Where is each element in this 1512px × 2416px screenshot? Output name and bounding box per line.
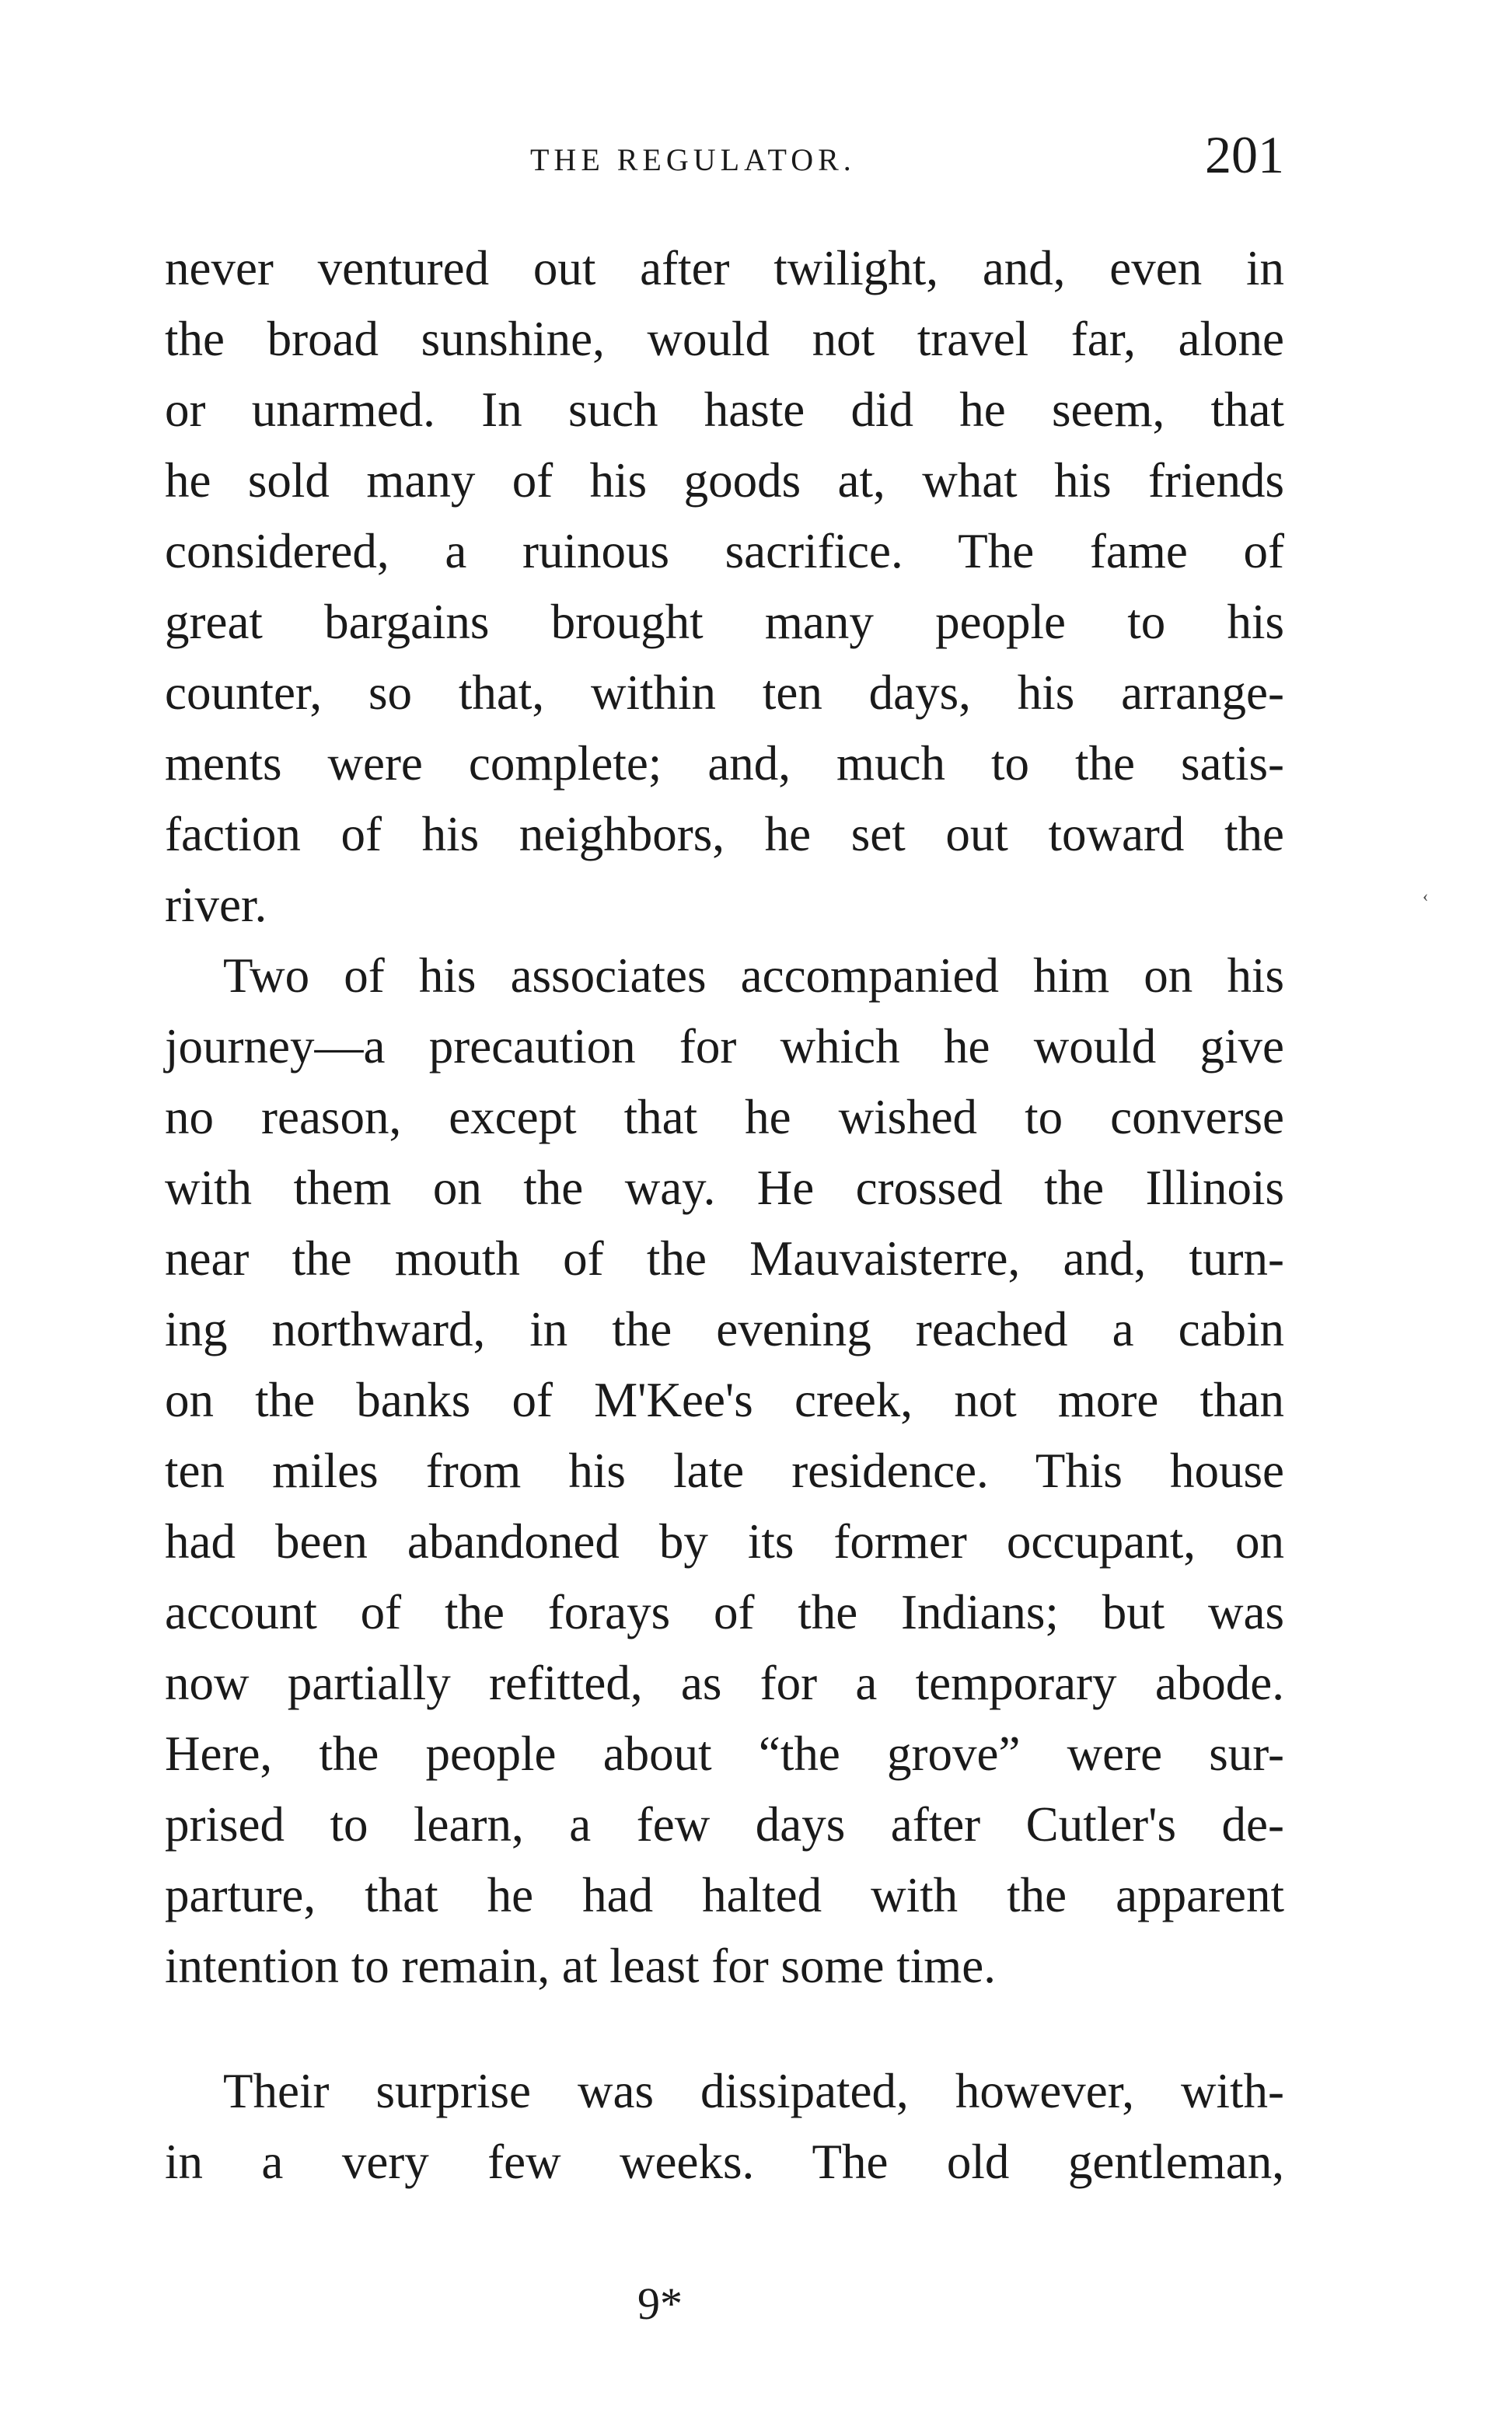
paragraph-3 bbox=[165, 2056, 1284, 2198]
paragraph-2 bbox=[165, 941, 1284, 2002]
text-line: Here, the people about “the grove” were sur- bbox=[165, 1726, 1284, 1781]
margin-mark: ‹ bbox=[1423, 886, 1429, 906]
text-line: or unarmed. In such haste did he seem, that bbox=[165, 382, 1284, 437]
text-line: on the banks of M'Kee's creek, not more than bbox=[165, 1373, 1284, 1427]
text-line: in a very few weeks. The old gentleman, bbox=[165, 2135, 1284, 2189]
text-line: Two of his associates accompanied him on his bbox=[223, 948, 1284, 1003]
text-line: ments were complete; and, much to the satis- bbox=[165, 736, 1284, 791]
text-line: great bargains brought many people to his bbox=[165, 595, 1284, 649]
text-line: faction of his neighbors, he set out toward the bbox=[165, 807, 1284, 861]
text-line: river. bbox=[165, 878, 267, 932]
text-line: ing northward, in the evening reached a cabin bbox=[165, 1302, 1284, 1356]
text-line: account of the forays of the Indians; but was bbox=[165, 1585, 1284, 1639]
text-line: never ventured out after twilight, and, even in bbox=[165, 241, 1284, 295]
paragraph-1 bbox=[165, 233, 1284, 941]
text-line: with them on the way. He crossed the Illinois bbox=[165, 1161, 1284, 1215]
paragraph-gap bbox=[165, 2002, 1284, 2056]
text-line: had been abandoned by its former occupant, on bbox=[165, 1514, 1284, 1569]
text-line: no reason, except that he wished to converse bbox=[165, 1090, 1284, 1144]
text-line: he sold many of his goods at, what his friends bbox=[165, 453, 1284, 508]
text-line: near the mouth of the Mauvaisterre, and, turn- bbox=[165, 1231, 1284, 1286]
page-number: 201 bbox=[1205, 125, 1284, 184]
text-line: counter, so that, within ten days, his arrange- bbox=[165, 665, 1284, 720]
text-line: now partially refitted, as for a temporary abode. bbox=[165, 1656, 1284, 1710]
text-line: parture, that he had halted with the apparent bbox=[165, 1868, 1284, 1922]
text-line: journey—a precaution for which he would give bbox=[165, 1019, 1284, 1074]
text-line: ten miles from his late residence. This house bbox=[165, 1444, 1284, 1498]
text-line: prised to learn, a few days after Cutler's de- bbox=[165, 1797, 1284, 1852]
text-line: the broad sunshine, would not travel far, alone bbox=[165, 312, 1284, 366]
running-head bbox=[165, 124, 1284, 194]
text-line: considered, a ruinous sacrifice. The fame of bbox=[165, 524, 1284, 578]
text-line: Their surprise was dissipated, however, with- bbox=[223, 2064, 1284, 2118]
text-line: intention to remain, at least for some time. bbox=[165, 1939, 996, 1993]
body-text bbox=[165, 233, 1284, 2198]
running-title: THE REGULATOR. bbox=[530, 142, 856, 177]
signature-mark: 9* bbox=[637, 2278, 683, 2329]
